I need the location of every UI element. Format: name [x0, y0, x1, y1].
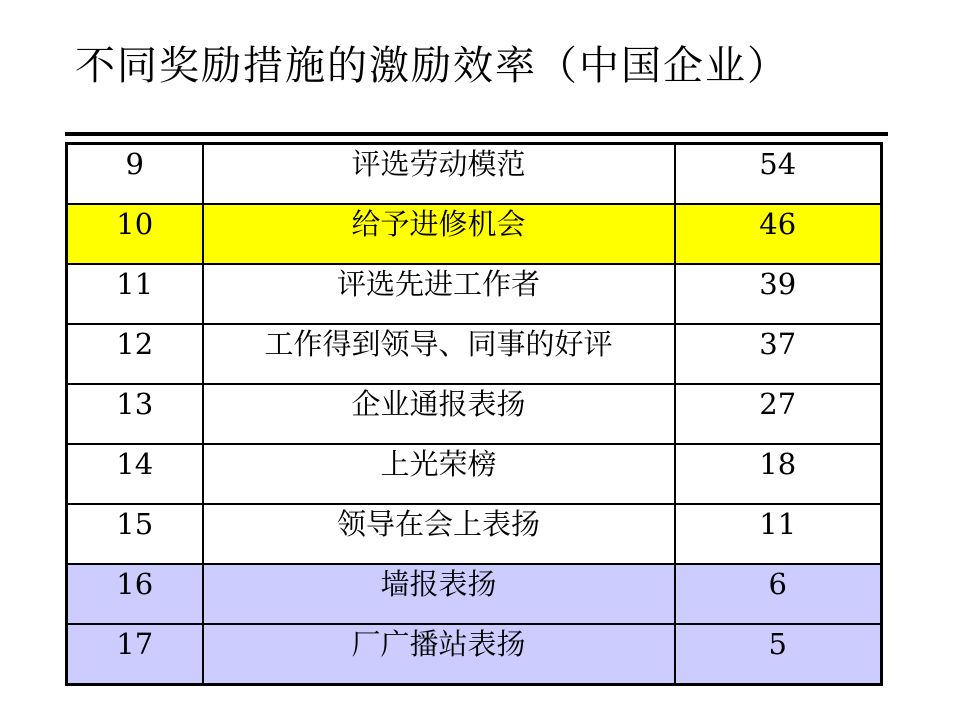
measure-cell: 墙报表扬	[203, 564, 675, 624]
value-cell: 6	[675, 564, 882, 624]
table-row	[67, 264, 882, 324]
value-cell: 11	[675, 504, 882, 564]
measure-cell: 上光荣榜	[203, 444, 675, 504]
value-cell: 54	[675, 144, 882, 205]
reward-table-body	[67, 144, 882, 685]
table-row	[67, 144, 882, 205]
rank-cell: 11	[67, 264, 203, 324]
rank-cell: 12	[67, 324, 203, 384]
value-cell: 37	[675, 324, 882, 384]
measure-cell: 给予进修机会	[203, 204, 675, 264]
rank-cell: 14	[67, 444, 203, 504]
measure-cell: 工作得到领导、同事的好评	[203, 324, 675, 384]
rank-cell: 17	[67, 624, 203, 685]
table-row	[67, 324, 882, 384]
rank-cell: 10	[67, 204, 203, 264]
slide-title: 不同奖励措施的激励效率（中国企业）	[75, 43, 789, 89]
table-row	[67, 564, 882, 624]
value-cell: 5	[675, 624, 882, 685]
measure-cell: 领导在会上表扬	[203, 504, 675, 564]
value-cell: 18	[675, 444, 882, 504]
rank-cell: 15	[67, 504, 203, 564]
rank-cell: 9	[67, 144, 203, 205]
measure-cell: 厂广播站表扬	[203, 624, 675, 685]
value-cell: 46	[675, 204, 882, 264]
table-row	[67, 504, 882, 564]
table-row	[67, 624, 882, 685]
measure-cell: 企业通报表扬	[203, 384, 675, 444]
title-underline	[65, 132, 888, 136]
table-row	[67, 204, 882, 264]
rank-cell: 13	[67, 384, 203, 444]
measure-cell: 评选劳动模范	[203, 144, 675, 205]
value-cell: 39	[675, 264, 882, 324]
measure-cell: 评选先进工作者	[203, 264, 675, 324]
rank-cell: 16	[67, 564, 203, 624]
table-row	[67, 384, 882, 444]
value-cell: 27	[675, 384, 882, 444]
table-row	[67, 444, 882, 504]
reward-table	[65, 142, 883, 686]
